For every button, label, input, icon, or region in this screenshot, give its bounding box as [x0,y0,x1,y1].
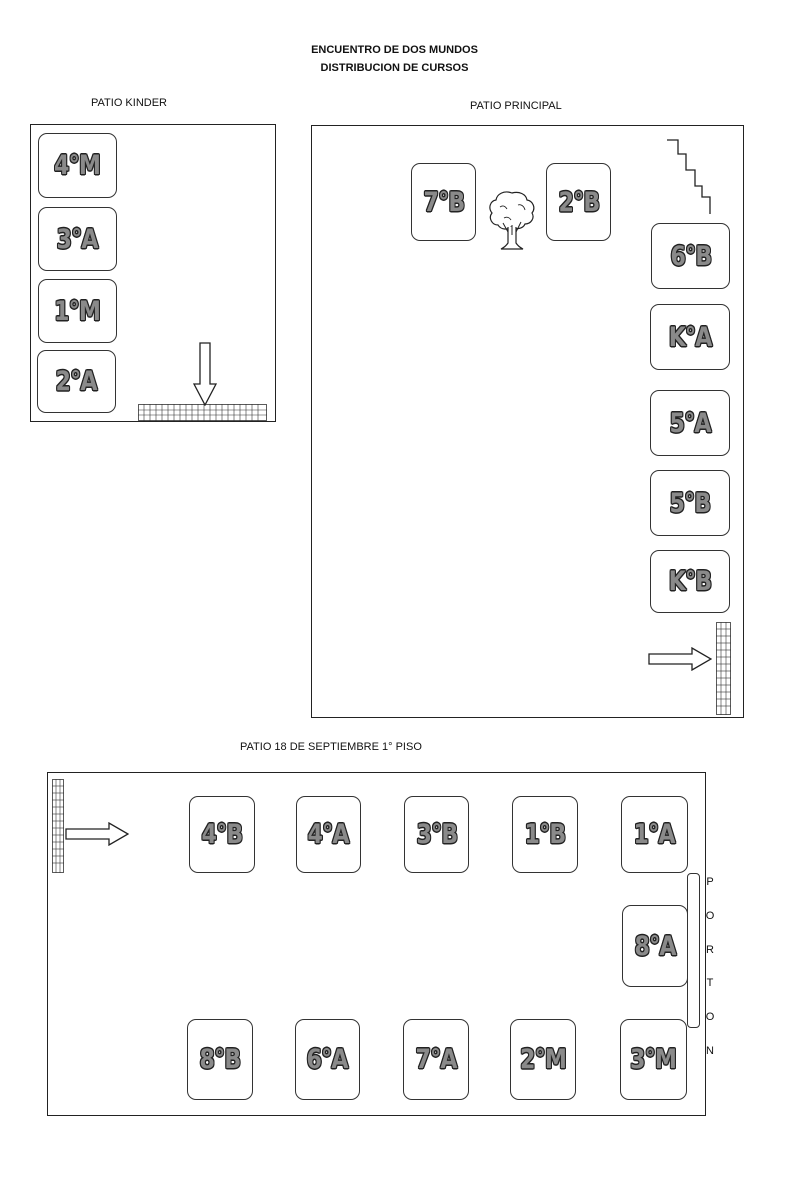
grid-door-icon [716,622,732,716]
course-box [38,207,117,271]
course-label: 3°M [630,1044,677,1075]
tree-icon [486,187,538,251]
grid-door-icon [52,779,65,874]
patio-septiembre-area [47,772,706,1116]
course-box [620,1019,687,1100]
course-label: 6°A [306,1044,349,1075]
course-label: 3°A [56,223,99,255]
course-box [411,163,476,241]
course-box [546,163,611,241]
course-label: 2°B [558,186,599,218]
course-label: 6°B [670,240,711,272]
course-label: 2°A [55,366,98,397]
course-label: K°A [668,321,712,353]
course-box [403,1019,469,1100]
course-label: 5°A [669,407,711,439]
course-box [404,796,469,873]
course-label: 8°A [634,930,676,962]
course-box [38,133,117,198]
course-box [650,470,730,536]
porton-letter: O [705,1011,715,1023]
course-box [38,279,117,343]
porton-letter: P [706,876,714,888]
patio-kinder-label: PATIO KINDER [91,97,167,109]
course-label: 4°A [307,819,350,850]
course-label: 1°A [633,819,676,850]
document-title: ENCUENTRO DE DOS MUNDOS [311,44,478,56]
course-label: 3°B [416,819,457,850]
grid-door-icon [138,404,268,422]
course-box [651,223,730,289]
course-box [650,550,730,613]
porton-gate [687,873,700,1028]
course-box [37,350,116,413]
course-box [189,796,255,873]
course-box [296,796,361,873]
porton-letter: T [706,977,714,989]
course-label: K°B [668,566,712,597]
arrow-right-icon [65,822,129,846]
course-label: 2°M [519,1044,567,1075]
course-label: 8°B [199,1044,241,1075]
arrow-right-icon [648,647,712,671]
course-label: 7°B [423,186,464,218]
course-box [621,796,688,873]
course-box [512,796,578,873]
course-box [622,905,688,987]
course-box [187,1019,253,1100]
course-box [295,1019,360,1100]
course-box [650,304,730,370]
course-label: 1°M [54,295,101,327]
course-box [510,1019,576,1100]
patio-septiembre-label: PATIO 18 DE SEPTIEMBRE 1° PISO [240,741,422,753]
course-label: 4°B [201,819,243,850]
arrow-down-icon [193,342,217,406]
porton-letter: O [705,910,715,922]
porton-letter: R [706,944,714,956]
course-label: 7°A [415,1044,457,1075]
document-subtitle: DISTRIBUCION DE CURSOS [320,62,469,74]
porton-letter: N [706,1045,714,1057]
course-label: 5°B [669,487,711,519]
patio-principal-label: PATIO PRINCIPAL [470,100,562,112]
course-box [650,390,730,456]
course-label: 4°M [54,150,101,181]
course-label: 1°B [524,819,566,850]
stairs-icon [666,139,714,215]
